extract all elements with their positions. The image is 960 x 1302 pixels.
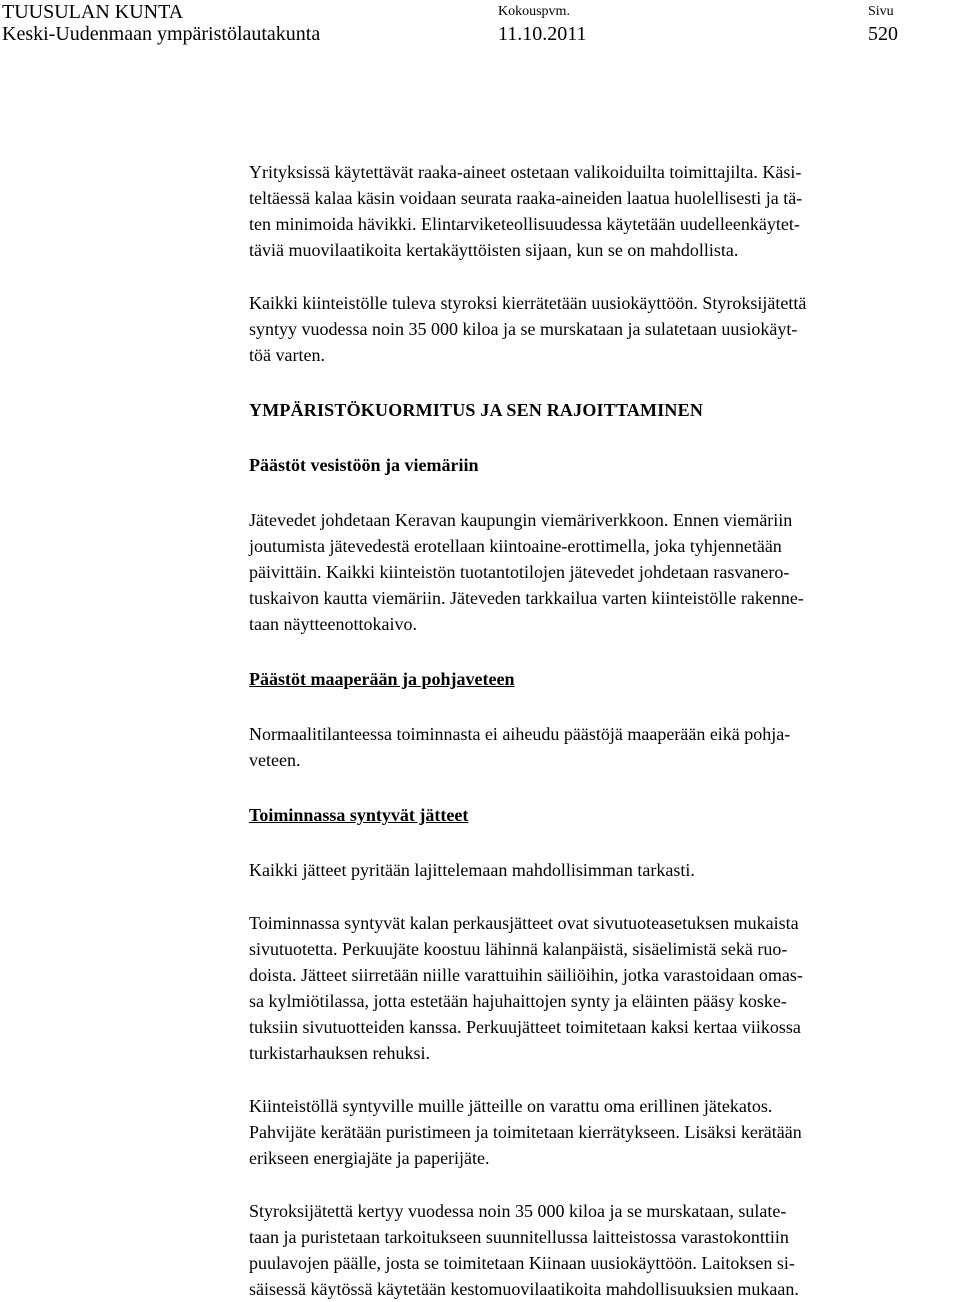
paragraph-waste-shelter: Kiinteistöllä syntyville muille jätteille on varattu oma erillinen jätekatos. Pahvijäte kerätään puristimeen ja toimitetaan kierrätykseen. Lisäksi kerätään erikseen energiajäte ja paperijäte. bbox=[249, 1096, 802, 1168]
subheading-waste-water: Päästöt vesistöön ja viemäriin bbox=[249, 455, 479, 475]
paragraph-waste-water: Jätevedet johdetaan Keravan kaupungin viemäriverkkoon. Ennen viemäriin joutumista jätevedestä erotellaan kiintoaine-erottimella, joka tyhjennetään päivittäin. Kaikki kiinteistön tuotantotilojen jätevedet johdetaan rasvanero- tuskaivon kautta viemäriin. Jäteveden tarkkailua varten kiinteistölle rakenne- taan näytteenottokaivo. bbox=[249, 510, 804, 634]
paragraph-raw-materials: Yrityksissä käytettävät raaka-aineet ostetaan valikoiduilta toimittajilta. Käsi- teltäessä kalaa käsin voidaan seurata raaka-aineiden laatua huolellisesti ja tä- ten minimoida hävikki. Elintarviketeollisuudessa käytetään uudelleenkäytet- täviä muovilaatikoita kertakäyttöisten sijaan, kun se on mahdollista. bbox=[249, 162, 803, 260]
organization-name: TUUSULAN KUNTA bbox=[2, 1, 184, 23]
subheading-soil-emissions: Päästöt maaperään ja pohjaveteen bbox=[249, 669, 515, 689]
committee-name: Keski-Uudenmaan ympäristölautakunta bbox=[2, 23, 321, 45]
page-number: 520 bbox=[868, 23, 898, 45]
page-label: Sivu bbox=[868, 4, 894, 19]
meeting-date: 11.10.2011 bbox=[498, 23, 587, 45]
paragraph-fish-byproducts: Toiminnassa syntyvät kalan perkausjätteet ovat sivutuoteasetuksen mukaista sivutuotetta. Perkuujäte koostuu lähinnä kalanpäistä, sisäelimistä sekä ruo- doista. Jätteet siirretään niille varattuihin säiliöihin, jotka varastoidaan omas- sa kylmiötilassa, jotta estetään hajuhaittojen synty ja eläinten pääsy koske- tuksiin sivutuotteiden kanssa. Perkuujätteet toimitetaan kaksi kertaa viikossa turkistarhauksen rehuksi. bbox=[249, 913, 803, 1063]
subheading-operational-waste: Toiminnassa syntyvät jätteet bbox=[249, 805, 469, 825]
paragraph-soil-emissions: Normaalitilanteessa toiminnasta ei aiheudu päästöjä maaperään eikä pohja- veteen. bbox=[249, 724, 791, 770]
document-header bbox=[0, 0, 960, 50]
paragraph-styrofoam-recycling: Kaikki kiinteistölle tuleva styroksi kierrätetään uusiokäyttöön. Styroksijätettä syntyy vuodessa noin 35 000 kiloa ja se murskataan ja sulatetaan uusiokäyt- töä varten. bbox=[249, 293, 807, 365]
paragraph-waste-sorting: Kaikki jätteet pyritään lajittelemaan mahdollisimman tarkasti. bbox=[249, 860, 695, 880]
meeting-date-label: Kokouspvm. bbox=[498, 4, 570, 19]
document-body bbox=[249, 159, 954, 1302]
section-heading-environmental-load: YMPÄRISTÖKUORMITUS JA SEN RAJOITTAMINEN bbox=[249, 400, 704, 420]
paragraph-styrofoam-processing: Styroksijätettä kertyy vuodessa noin 35 000 kiloa ja se murskataan, sulate- taan ja puristetaan tarkoitukseen suunnitellussa laitteistossa varastokonttiin puulavojen päälle, josta se toimitetaan Kiinaan uusiokäyttöön. Laitoksen si- säisessä käytössä käytetään kestomuovilaatikoita mahdollisuuksien mukaan. bbox=[249, 1201, 799, 1299]
